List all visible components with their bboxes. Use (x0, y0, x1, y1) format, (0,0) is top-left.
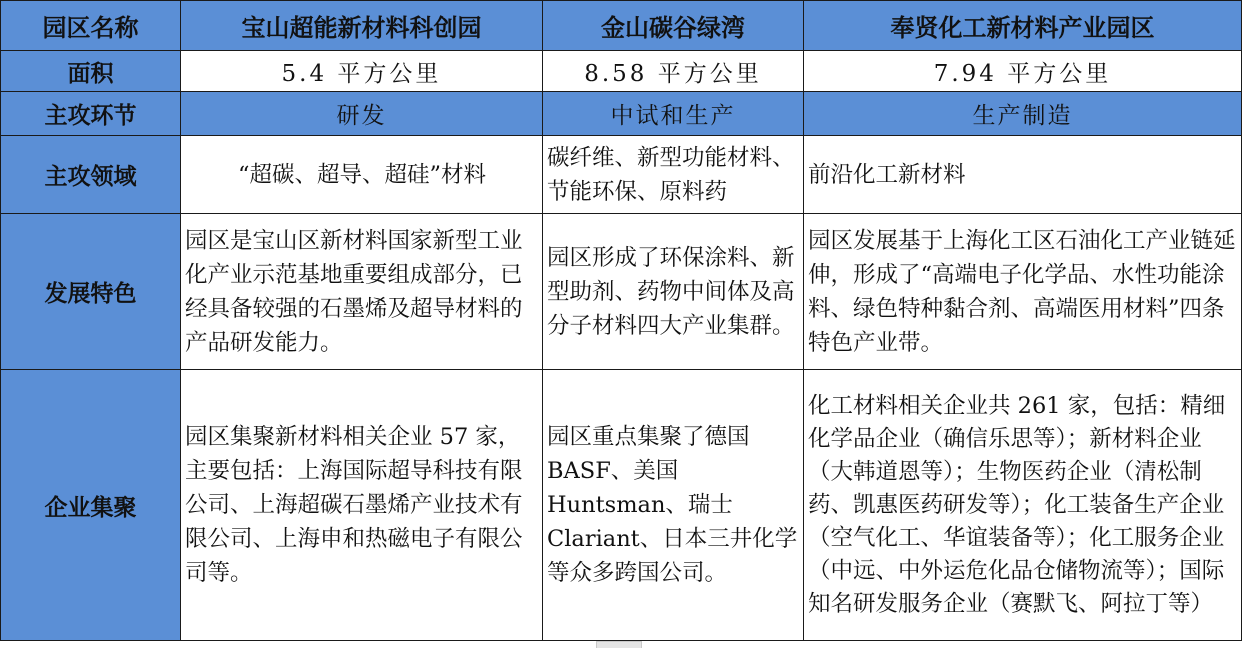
area-baoshan[interactable]: 5.4 平方公里 (181, 51, 543, 92)
cluster-label[interactable]: 企业集聚 (1, 370, 181, 641)
header-park-baoshan[interactable]: 宝山超能新材料科创园 (181, 1, 543, 51)
stage-jinshan[interactable]: 中试和生产 (543, 92, 804, 136)
sheet-scroll-tab[interactable] (596, 641, 642, 648)
features-label[interactable]: 发展特色 (1, 214, 181, 370)
header-park-jinshan[interactable]: 金山碳谷绿湾 (543, 1, 804, 51)
features-baoshan[interactable]: 园区是宝山区新材料国家新型工业化产业示范基地重要组成部分，已经具备较强的石墨烯及超导材料的产品研发能力。 (181, 214, 543, 370)
header-row (1, 1, 1242, 51)
domain-fengxian[interactable]: 前沿化工新材料 (804, 136, 1242, 214)
header-park-fengxian[interactable]: 奉贤化工新材料产业园区 (804, 1, 1242, 51)
domain-row (1, 136, 1242, 214)
features-fengxian[interactable]: 园区发展基于上海化工区石油化工产业链延伸，形成了“高端电子化学品、水性功能涂料、绿色特种黏合剂、高端医用材料”四条特色产业带。 (804, 214, 1242, 370)
domain-jinshan[interactable]: 碳纤维、新型功能材料、节能环保、原料药 (543, 136, 804, 214)
area-jinshan[interactable]: 8.58 平方公里 (543, 51, 804, 92)
stage-baoshan[interactable]: 研发 (181, 92, 543, 136)
cluster-fengxian[interactable]: 化工材料相关企业共 261 家，包括：精细化学品企业（确信乐思等）；新材料企业（大韩道恩等）；生物医药企业（清松制药、凯惠医药研发等）；化工装备生产企业（空气化工、华谊装备等）；化工服务企业（中远、中外运危化品仓储物流等）；国际知名研发服务企业（赛默飞、阿拉丁等） (804, 370, 1242, 641)
features-jinshan[interactable]: 园区形成了环保涂料、新型助剂、药物中间体及高分子材料四大产业集群。 (543, 214, 804, 370)
stage-row (1, 92, 1242, 136)
area-row (1, 51, 1242, 92)
domain-baoshan[interactable]: “超碳、超导、超硅”材料 (181, 136, 543, 214)
domain-label[interactable]: 主攻领域 (1, 136, 181, 214)
header-label-cell[interactable]: 园区名称 (1, 1, 181, 51)
cluster-row (1, 370, 1242, 641)
cluster-baoshan[interactable]: 园区集聚新材料相关企业 57 家，主要包括：上海国际超导科技有限公司、上海超碳石墨烯产业技术有限公司、上海申和热磁电子有限公司等。 (181, 370, 543, 641)
stage-fengxian[interactable]: 生产制造 (804, 92, 1242, 136)
area-fengxian[interactable]: 7.94 平方公里 (804, 51, 1242, 92)
area-label[interactable]: 面积 (1, 51, 181, 92)
stage-label[interactable]: 主攻环节 (1, 92, 181, 136)
features-row (1, 214, 1242, 370)
cluster-jinshan[interactable]: 园区重点集聚了德国 BASF、美国 Huntsman、瑞士 Clariant、日本三井化学等众多跨国公司。 (543, 370, 804, 641)
